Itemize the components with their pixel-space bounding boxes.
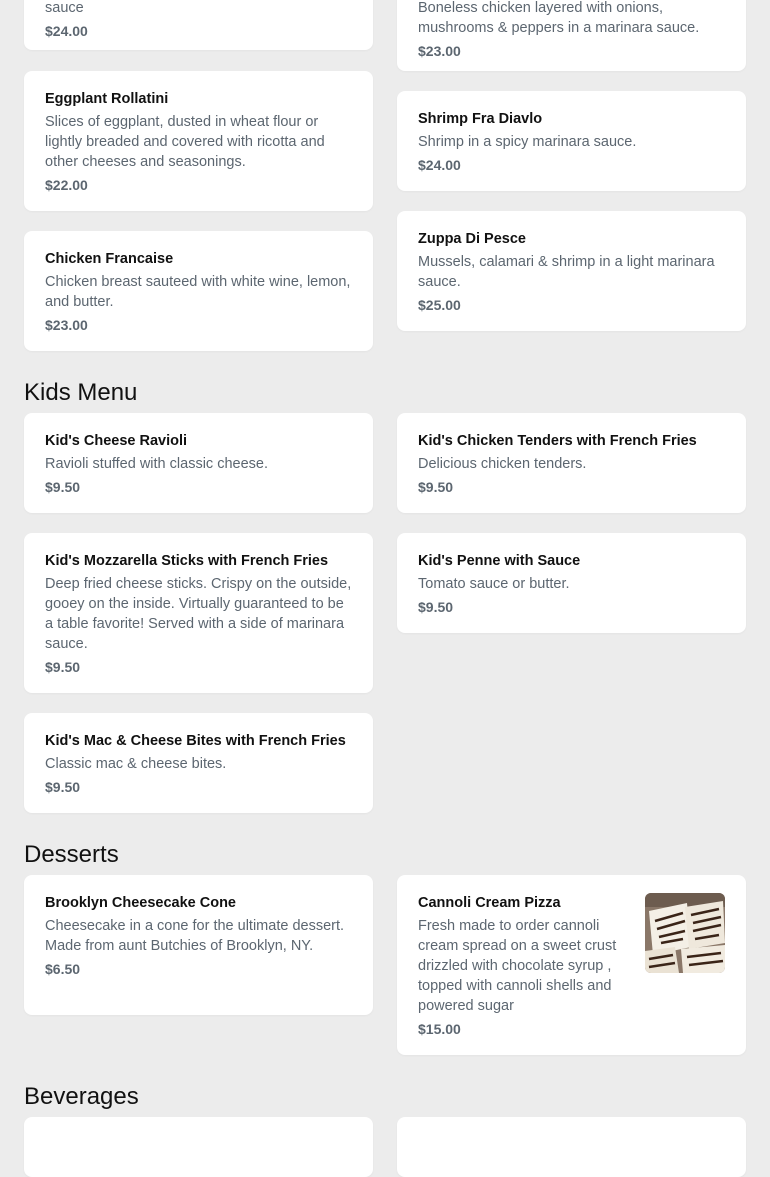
menu-item-card[interactable] xyxy=(24,231,373,351)
menu-item-description: Boneless chicken layered with onions, mushrooms & peppers in a marinara sauce. xyxy=(418,0,700,36)
menu-item-name: Eggplant Rollatini xyxy=(45,91,169,107)
menu-item-price: $24.00 xyxy=(418,157,461,173)
menu-item-card[interactable] xyxy=(24,0,373,50)
menu-item-card[interactable] xyxy=(24,875,373,1015)
menu-item-name: Zuppa Di Pesce xyxy=(418,231,526,247)
menu-item-card[interactable] xyxy=(397,91,746,191)
menu-item-name: Kid's Penne with Sauce xyxy=(418,553,581,569)
menu-item-price: $9.50 xyxy=(418,599,454,615)
menu-item-card[interactable] xyxy=(397,413,746,513)
menu-item-card[interactable] xyxy=(24,71,373,211)
menu-item-name: Kid's Mac & Cheese Bites with French Fries xyxy=(45,733,346,749)
cannoli-pizza-photo[interactable] xyxy=(645,893,725,973)
menu-item-description: Delicious chicken tenders. xyxy=(418,456,587,472)
cannoli-pizza-photo-image xyxy=(645,893,725,973)
menu-item-name: Shrimp Fra Diavlo xyxy=(418,111,543,127)
menu-item-price: $23.00 xyxy=(418,43,461,59)
menu-item-name: Brooklyn Cheesecake Cone xyxy=(45,895,236,911)
menu-item-description: Classic mac & cheese bites. xyxy=(45,756,227,772)
menu-item-description: Chicken breast sauteed with white wine, lemon, and butter. xyxy=(45,274,351,310)
menu-item-price: $9.50 xyxy=(45,659,81,675)
menu-item-card[interactable] xyxy=(397,211,746,331)
section-title-desserts: Desserts xyxy=(24,841,119,868)
menu-item-card[interactable] xyxy=(397,0,746,71)
menu-item-description: Mussels, calamari & shrimp in a light marinara sauce. xyxy=(418,254,715,290)
menu-item-card[interactable] xyxy=(397,875,746,1055)
menu-item-card[interactable] xyxy=(24,533,373,693)
menu-item-name: Chicken Francaise xyxy=(45,251,174,267)
menu-item-description: Cheesecake in a cone for the ultimate dessert. Made from aunt Butchies of Brooklyn, NY. xyxy=(45,918,345,954)
menu-item-name: Kid's Mozzarella Sticks with French Fries xyxy=(45,553,329,569)
menu-item-price: $6.50 xyxy=(45,961,81,977)
menu-item-card[interactable] xyxy=(24,713,373,813)
menu-item-price: $15.00 xyxy=(418,1021,461,1037)
menu-item-description: Fresh made to order cannoli cream spread on a sweet crust drizzled with chocolate syrup , topped with cannoli shells and powered sugar xyxy=(418,918,617,1014)
menu-item-name: Kid's Cheese Ravioli xyxy=(45,433,188,449)
menu-item-description: Tomato sauce or butter. xyxy=(418,576,570,592)
menu-item-description: Ravioli stuffed with classic cheese. xyxy=(45,456,268,472)
section-title-kids-menu: Kids Menu xyxy=(24,379,138,406)
menu-item-card[interactable] xyxy=(24,1117,373,1177)
menu-item-price: $9.50 xyxy=(418,479,454,495)
menu-item-card[interactable] xyxy=(397,1117,746,1177)
menu-item-description: Shrimp in a spicy marinara sauce. xyxy=(418,134,637,150)
menu-item-price: $25.00 xyxy=(418,297,461,313)
menu-item-description: Slices of eggplant, dusted in wheat flour or lightly breaded and covered with ricotta and other cheeses and seasonings. xyxy=(45,114,325,170)
menu-item-price: $9.50 xyxy=(45,479,81,495)
menu-item-name: Cannoli Cream Pizza xyxy=(418,895,561,911)
menu-item-price: $22.00 xyxy=(45,177,88,193)
section-title-beverages: Beverages xyxy=(24,1083,139,1110)
menu-item-card[interactable] xyxy=(397,533,746,633)
menu-item-name: Kid's Chicken Tenders with French Fries xyxy=(418,433,697,449)
menu-item-card[interactable] xyxy=(24,413,373,513)
menu-item-price: $23.00 xyxy=(45,317,88,333)
menu-item-price: $9.50 xyxy=(45,779,81,795)
menu-item-description: Deep fried cheese sticks. Crispy on the outside, gooey on the inside. Virtually guaranteed to be a table favorite! Served with a side of marinara sauce. xyxy=(45,576,352,652)
menu-item-description: sauce xyxy=(45,0,84,16)
menu-item-price: $24.00 xyxy=(45,23,88,39)
